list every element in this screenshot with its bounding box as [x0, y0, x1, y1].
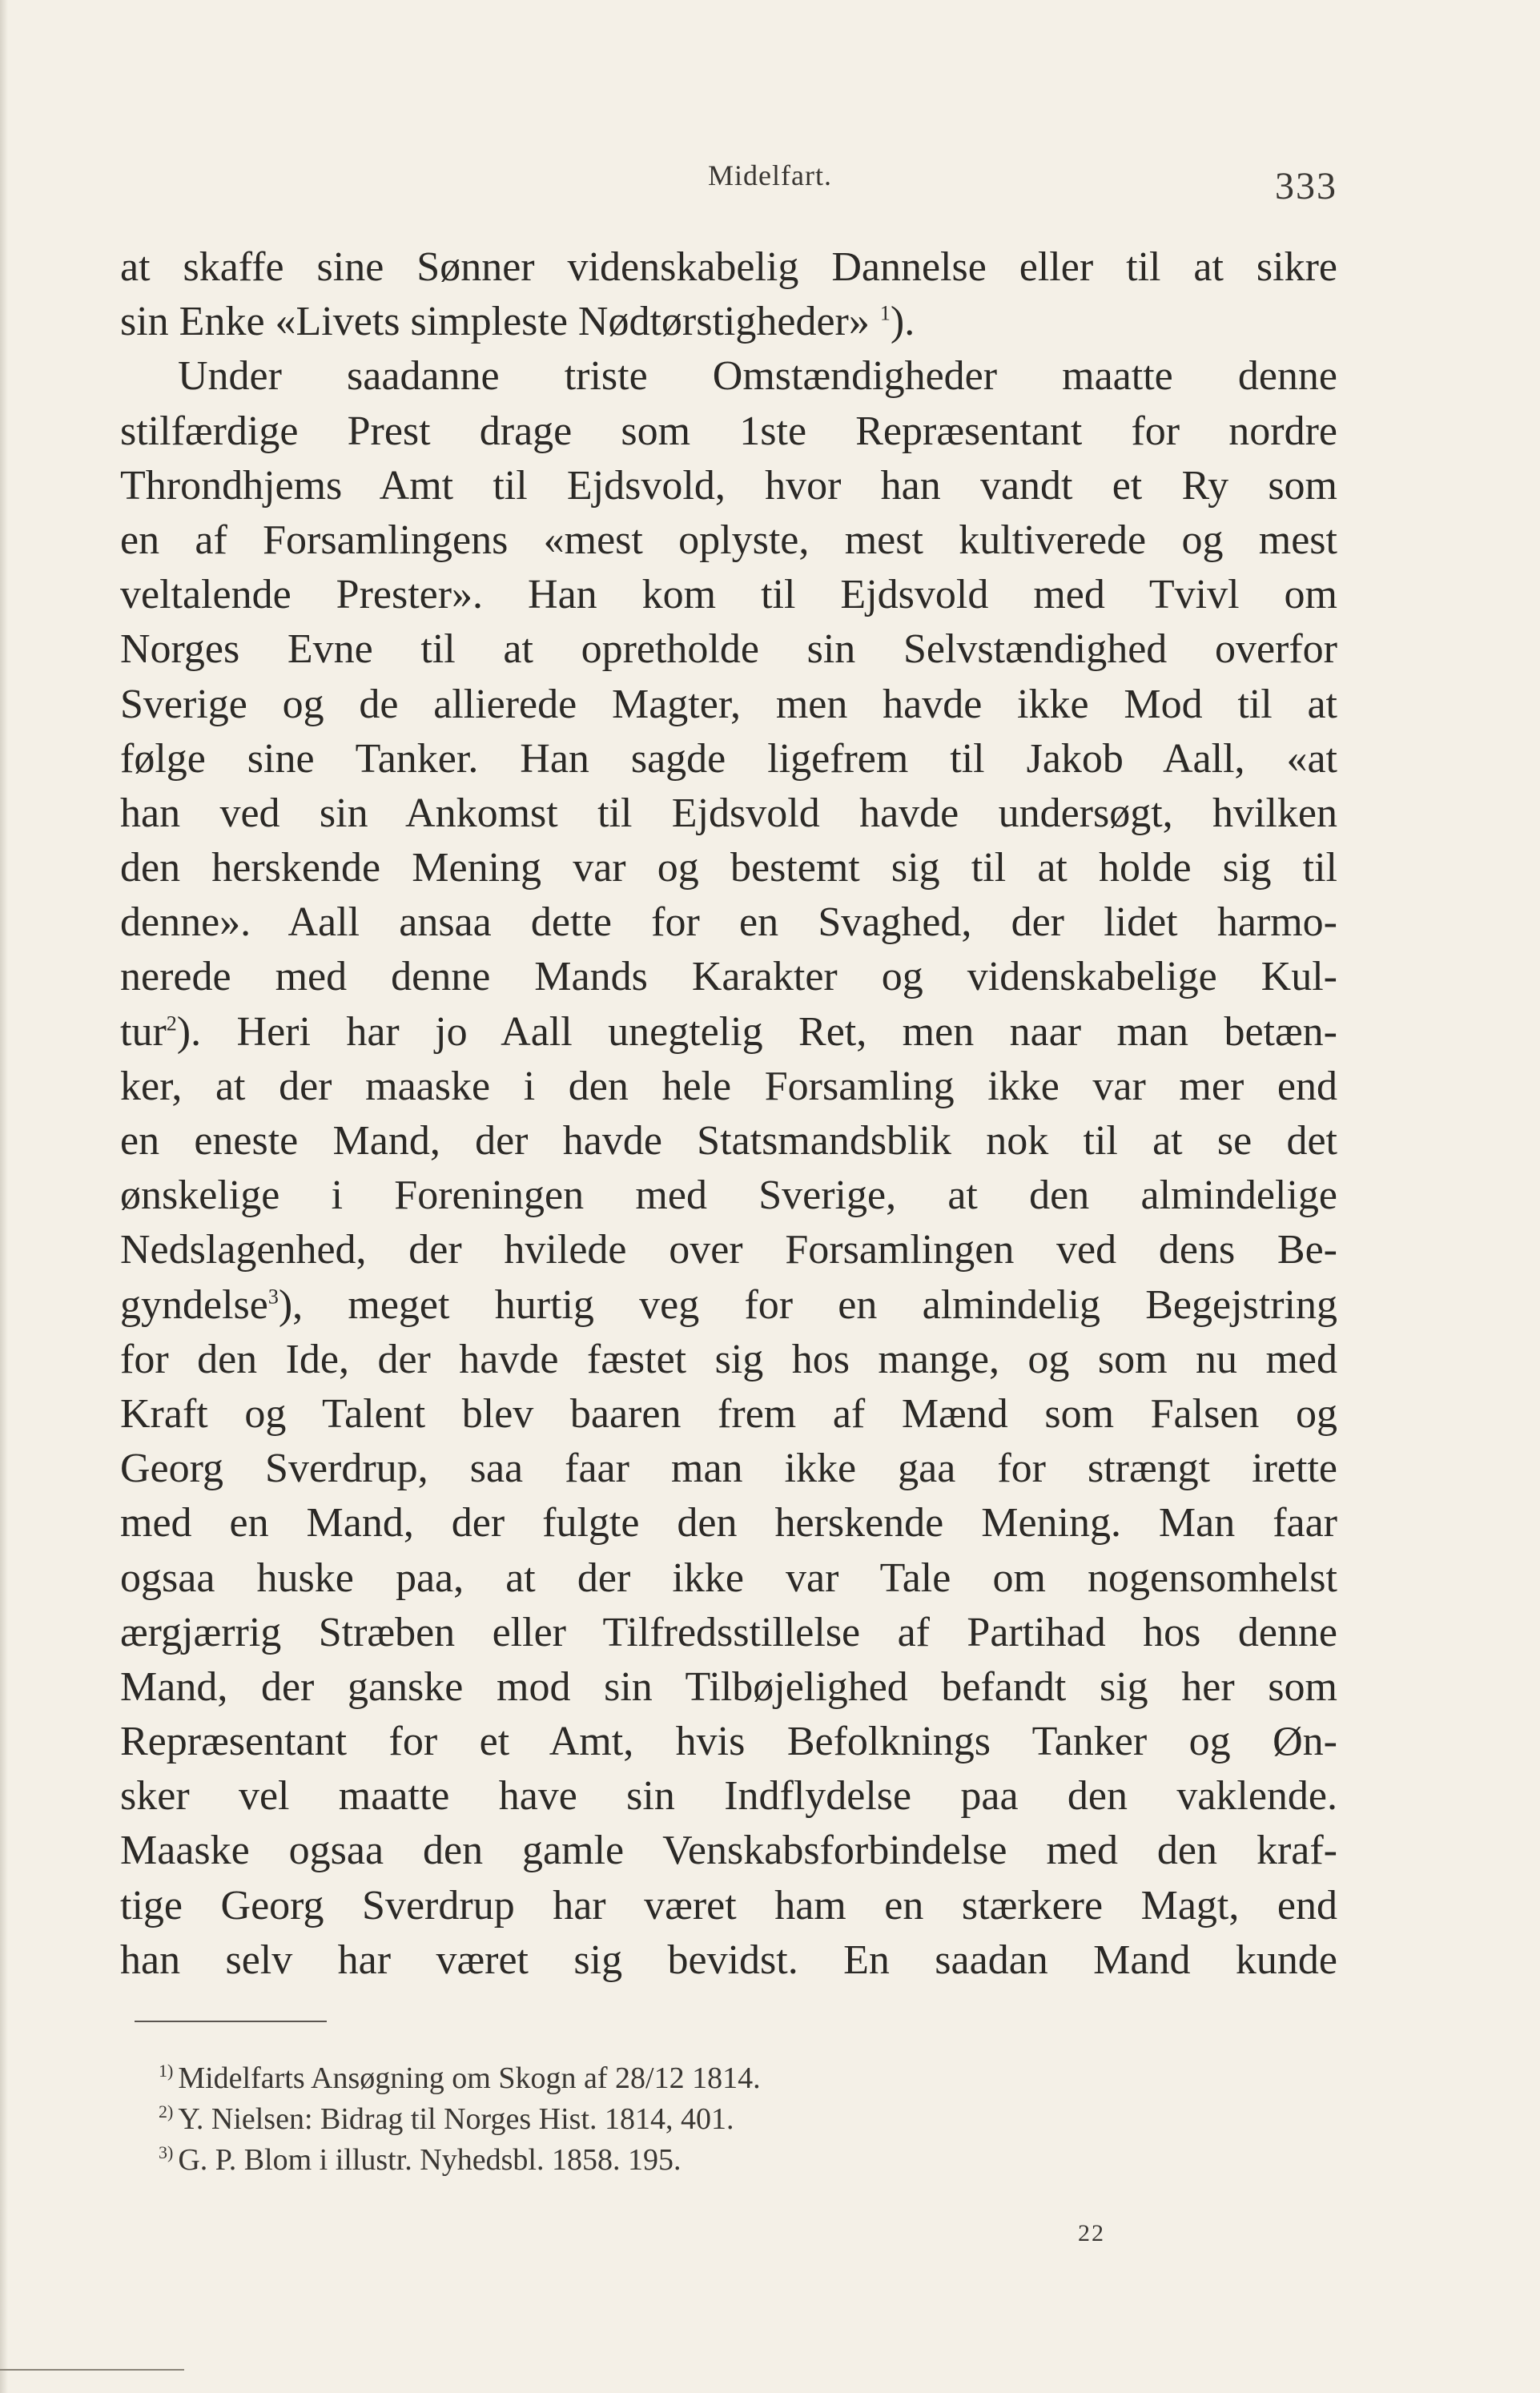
- text-line: tige Georg Sverdrup har været ham en stærkere Magt, end: [120, 1882, 1337, 1928]
- page-edge-shadow: [0, 0, 8, 2393]
- text-line: veltalende Prester». Han kom til Ejdsvold med Tvivl om: [120, 572, 1337, 618]
- text-line: denne». Aall ansaa dette for en Svaghed, der lidet harmo-: [120, 899, 1337, 946]
- footnote-text: G. P. Blom i illustr. Nyhedsbl. 1858. 195.: [178, 2143, 682, 2177]
- footnote-mark: 1): [159, 2061, 174, 2081]
- closing-paren: ): [278, 1281, 293, 1328]
- text-line: ogsaa huske paa, at der ikke var Tale om nogensomhelst: [120, 1554, 1337, 1601]
- text-line: ærgjærrig Stræben eller Tilfredsstillelse af Partihad hos denne: [120, 1609, 1337, 1655]
- text-line: sker vel maatte have sin Indflydelse paa den vaklende.: [120, 1773, 1337, 1820]
- footnote: [159, 2140, 1120, 2181]
- text-line-rest: , meget hurtig veg for en almindelig Begejstring: [292, 1281, 1337, 1328]
- text-line: han selv har været sig bevidst. En saadan Mand kunde: [120, 1937, 1337, 1983]
- text-line: stilfærdige Prest drage som 1ste Repræsentant for nordre: [120, 408, 1337, 454]
- footnote-separator: [135, 2021, 327, 2022]
- text-line: [120, 295, 1337, 349]
- line-period: .: [904, 299, 915, 345]
- text-line: Mand, der ganske mod sin Tilbøjelighed befandt sig her som: [120, 1663, 1337, 1710]
- footnote-mark: 2): [159, 2101, 174, 2122]
- text-line-rest: . Heri har jo Aall unegtelig Ret, men naar man betæn-: [191, 1008, 1337, 1055]
- text-line: nerede med denne Mands Karakter og videnskabelige Kul-: [120, 954, 1337, 1000]
- body-text: [120, 240, 1337, 1988]
- text-line: [120, 1278, 1337, 1333]
- text-line: Throndhjems Amt til Ejdsvold, hvor han vandt et Ry som: [120, 462, 1337, 509]
- footnote-text: Y. Nielsen: Bidrag til Norges Hist. 1814, 401.: [178, 2102, 734, 2136]
- text-line: at skaffe sine Sønner videnskabelig Dannelse eller til at sikre: [120, 244, 1337, 290]
- footnote-reference: 2: [166, 1011, 177, 1036]
- text-line: den herskende Mening var og bestemt sig til at holde sig til: [120, 845, 1337, 891]
- text-line: en eneste Mand, der havde Statsmandsblik nok til at se det: [120, 1118, 1337, 1164]
- text-line: ønskelige i Foreningen med Sverige, at den almindelige: [120, 1172, 1337, 1219]
- text-line: en af Forsamlingens «mest oplyste, mest kultiverede og mest: [120, 517, 1337, 563]
- running-header: Midelfart.: [708, 159, 832, 191]
- text-line: Repræsentant for et Amt, hvis Befolknings Tanker og Øn-: [120, 1719, 1337, 1765]
- text-line: følge sine Tanker. Han sagde ligefrem til Jakob Aall, «at: [120, 735, 1337, 782]
- text-line: med en Mand, der fulgte den herskende Mening. Man faar: [120, 1500, 1337, 1546]
- footnote-mark: 3): [159, 2142, 174, 2163]
- closing-paren: ): [176, 1008, 191, 1055]
- text-line: han ved sin Ankomst til Ejdsvold havde undersøgt, hvilken: [120, 790, 1337, 836]
- footnotes: [159, 2058, 1120, 2181]
- text-line: for den Ide, der havde fæstet sig hos mange, og som nu med: [120, 1336, 1337, 1382]
- text-line-content: sin Enke «Livets simpleste Nødtørstigheder»: [120, 299, 870, 345]
- footnote: [159, 2099, 1120, 2140]
- text-line: Sverige og de allierede Magter, men havde ikke Mod til at: [120, 681, 1337, 727]
- signature-mark: 22: [1078, 2220, 1105, 2246]
- text-line: Maaske ogsaa den gamle Venskabsforbindelse med den kraf-: [120, 1828, 1337, 1874]
- text-line-start: gyndelse: [120, 1281, 268, 1328]
- text-line: Nedslagenhed, der hvilede over Forsamlingen ved dens Be-: [120, 1227, 1337, 1273]
- footnote: [159, 2058, 1120, 2099]
- text-line: Norges Evne til at opretholde sin Selvstændighed overfor: [120, 626, 1337, 673]
- footnote-reference: 1: [879, 301, 891, 325]
- text-line-start: tur: [120, 1008, 167, 1055]
- text-line: [120, 1005, 1337, 1060]
- page-number: 333: [1275, 165, 1337, 207]
- text-line: Kraft og Talent blev baaren frem af Mænd som Falsen og: [120, 1390, 1337, 1437]
- text-line: ker, at der maaske i den hele Forsamling ikke var mer end: [120, 1063, 1337, 1109]
- footnote-reference: 3: [267, 1285, 279, 1309]
- footnote-text: Midelfarts Ansøgning om Skogn af 28/12 1814.: [178, 2061, 761, 2095]
- bottom-edge-line: [0, 2369, 184, 2371]
- text-line: Under saadanne triste Omstændigheder maatte denne: [178, 353, 1337, 400]
- text-line: Georg Sverdrup, saa faar man ikke gaa for strængt irette: [120, 1446, 1337, 1492]
- closing-paren: ): [890, 299, 905, 345]
